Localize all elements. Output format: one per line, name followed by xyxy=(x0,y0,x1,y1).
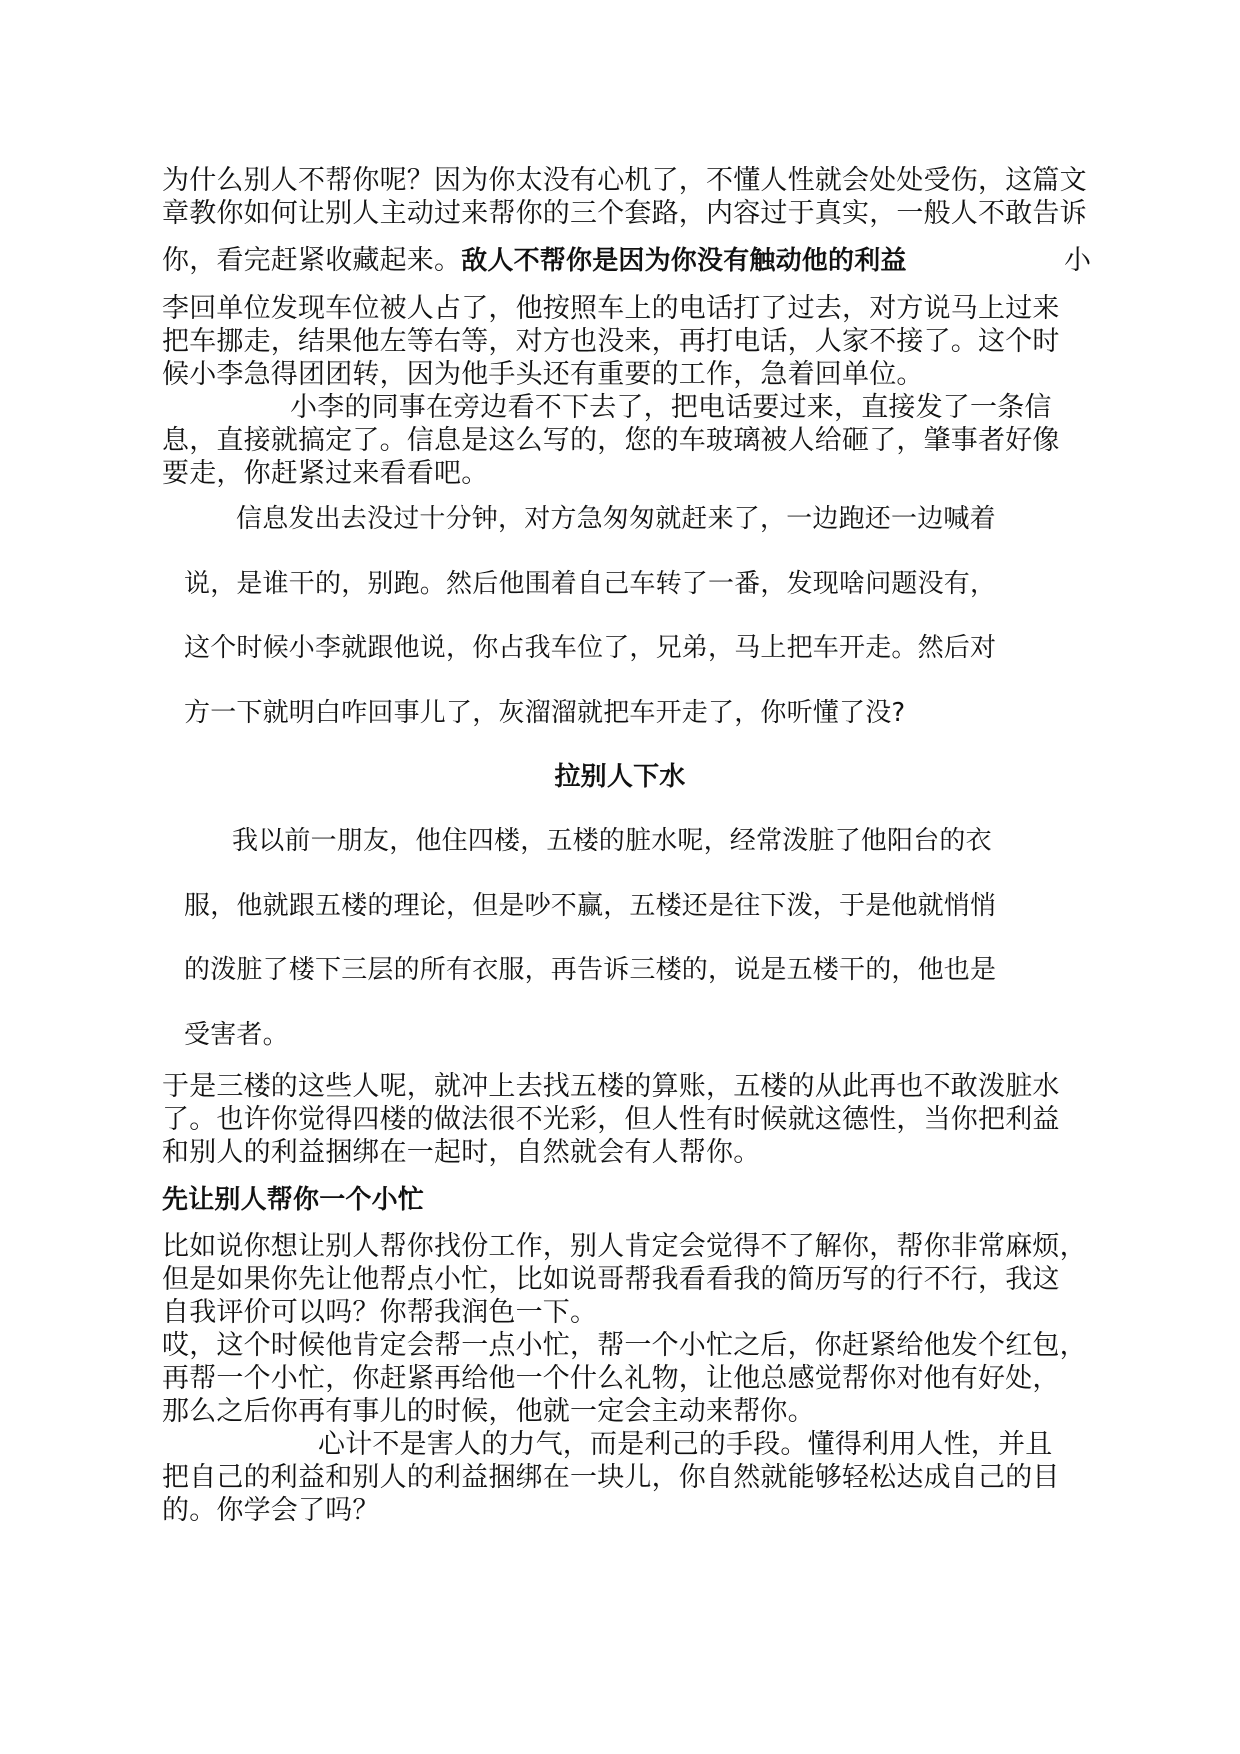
section-heading: 拉别人下水 xyxy=(554,762,686,792)
paragraph-line: 把车挪走，结果他左等右等，对方也没来，再打电话，人家不接了。这个时 xyxy=(162,326,1060,357)
paragraph-line: 要走，你赶紧过来看看吧。 xyxy=(162,458,489,489)
paragraph-line-end: 小 xyxy=(1064,245,1091,276)
paragraph-line: 息，直接就搞定了。信息是这么写的，您的车玻璃被人给砸了，肇事者好像 xyxy=(162,425,1060,456)
section-heading: 先让别人帮你一个小忙 xyxy=(162,1185,425,1215)
paragraph-text: 你，看完赶紧收藏起来。 xyxy=(162,245,462,276)
paragraph-line: 方一下就明白咋回事儿了，灰溜溜就把车开走了，你听懂了没? xyxy=(184,698,906,728)
paragraph-line: 的。你学会了吗？ xyxy=(162,1495,380,1526)
paragraph-line: 自我评价可以吗？你帮我润色一下。 xyxy=(162,1297,598,1328)
paragraph-line xyxy=(162,244,907,278)
paragraph-line: 为什么别人不帮你呢？因为你太没有心机了，不懂人性就会处处受伤，这篇文 xyxy=(162,165,1087,196)
paragraph-line: 信息发出去没过十分钟，对方急匆匆就赶来了，一边跑还一边喊着 xyxy=(236,504,996,534)
paragraph-line: 但是如果你先让他帮点小忙，比如说哥帮我看看我的简历写的行不行，我这 xyxy=(162,1264,1060,1295)
paragraph-line: 李回单位发现车位被人占了，他按照车上的电话打了过去，对方说马上过来 xyxy=(162,293,1060,324)
paragraph-line: 那么之后你再有事儿的时候，他就一定会主动来帮你。 xyxy=(162,1396,815,1427)
paragraph-line: 把自己的利益和别人的利益捆绑在一块儿，你自然就能够轻松达成自己的目 xyxy=(162,1462,1060,1493)
paragraph-line: 候小李急得团团转，因为他手头还有重要的工作，急着回单位。 xyxy=(162,359,924,390)
paragraph-line: 哎，这个时候他肯定会帮一点小忙，帮一个小忙之后，你赶紧给他发个红包， xyxy=(162,1330,1087,1361)
inline-heading: 敌人不帮你是因为你没有触动他的利益 xyxy=(461,246,907,276)
paragraph-line: 服，他就跟五楼的理论，但是吵不赢，五楼还是往下泼，于是他就悄悄 xyxy=(184,891,997,921)
paragraph-line: 这个时候小李就跟他说，你占我车位了，兄弟，马上把车开走。然后对 xyxy=(184,633,997,663)
paragraph-line: 和别人的利益捆绑在一起时，自然就会有人帮你。 xyxy=(162,1137,761,1168)
paragraph-line: 章教你如何让别人主动过来帮你的三个套路，内容过于真实，一般人不敢告诉 xyxy=(162,198,1087,229)
paragraph-line: 于是三楼的这些人呢，就冲上去找五楼的算账，五楼的从此再也不敢泼脏水 xyxy=(162,1071,1060,1102)
paragraph-line: 受害者。 xyxy=(184,1020,289,1050)
paragraph-line: 了。也许你觉得四楼的做法很不光彩，但人性有时候就这德性，当你把利益 xyxy=(162,1104,1060,1135)
paragraph-line: 再帮一个小忙，你赶紧再给他一个什么礼物，让他总感觉帮你对他有好处， xyxy=(162,1363,1060,1394)
paragraph-line: 心计不是害人的力气，而是利己的手段。懂得利用人性，并且 xyxy=(318,1429,1053,1460)
paragraph-line: 说，是谁干的，别跑。然后他围着自己车转了一番，发现啥问题没有， xyxy=(184,569,997,599)
paragraph-line: 小李的同事在旁边看不下去了，把电话要过来，直接发了一条信 xyxy=(290,392,1052,423)
paragraph-line: 比如说你想让别人帮你找份工作，别人肯定会觉得不了解你，帮你非常麻烦， xyxy=(162,1231,1087,1262)
paragraph-line: 的泼脏了楼下三层的所有衣服，再告诉三楼的，说是五楼干的，他也是 xyxy=(184,955,997,985)
paragraph-line: 我以前一朋友，他住四楼，五楼的脏水呢，经常泼脏了他阳台的衣 xyxy=(232,826,992,856)
